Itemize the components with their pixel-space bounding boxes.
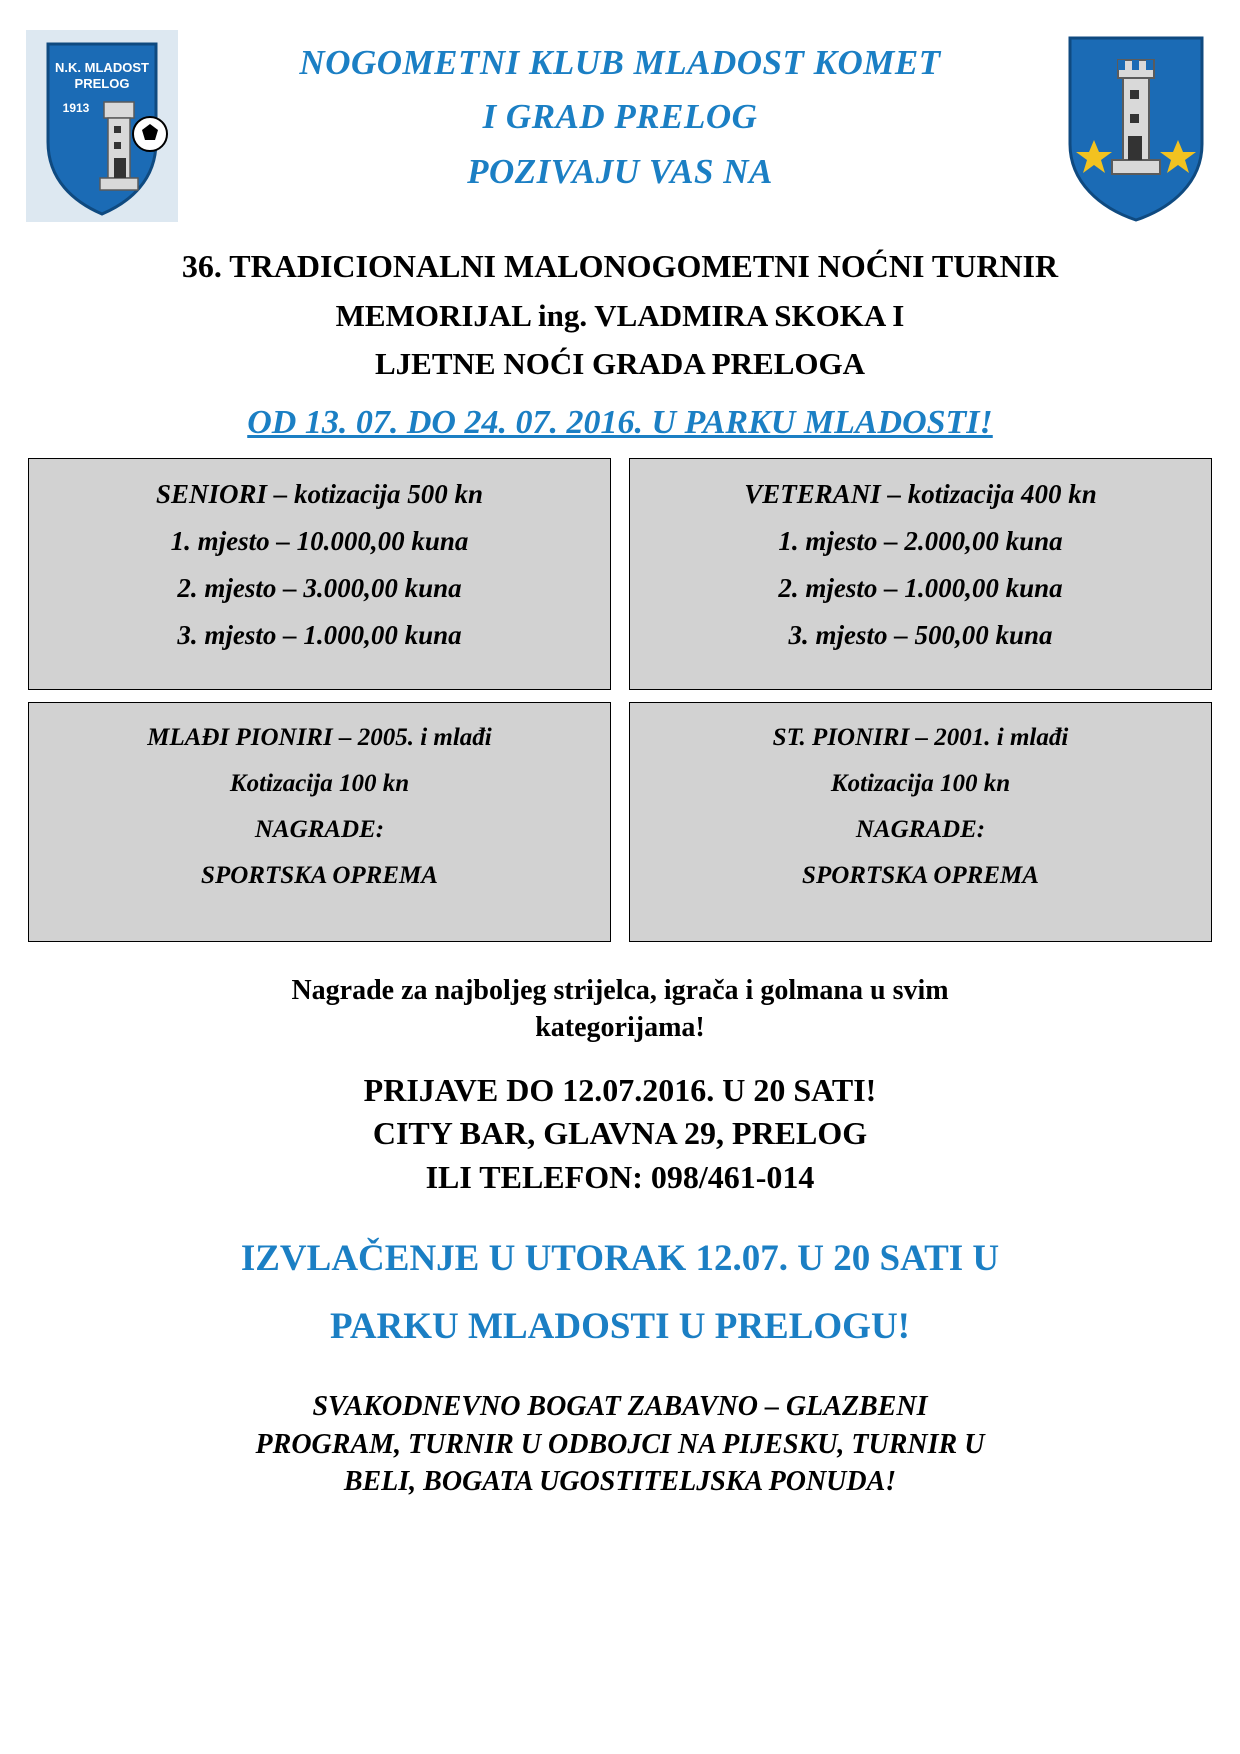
category-awards-value: SPORTSKA OPREMA (201, 862, 438, 890)
category-awards-label: NAGRADE: (855, 816, 986, 844)
poster-header (20, 0, 1220, 240)
club-crest-logo (26, 30, 178, 222)
title-line-1: NOGOMETNI KLUB MLADOST KOMET (299, 43, 941, 82)
heading-line-1: 36. TRADICIONALNI MALONOGOMETNI NOĆNI TURNIR (181, 248, 1059, 284)
category-fee: Kotizacija 100 kn (830, 769, 1011, 797)
category-prize-3: 3. mjesto – 1.000,00 kuna (177, 620, 462, 651)
draw-line-2: PARKU MLADOSTI U PRELOGU! (329, 1306, 911, 1348)
category-box-seniori (28, 458, 611, 690)
category-box-veterani (629, 458, 1212, 690)
category-box-mladji-pioniri (28, 702, 611, 942)
category-prize-1: 1. mjesto – 2.000,00 kuna (778, 525, 1063, 556)
program-note (20, 1388, 1220, 1501)
category-title: SENIORI – kotizacija 500 kn (155, 478, 484, 509)
special-awards-note (20, 972, 1220, 1048)
signup-deadline: PRIJAVE DO 12.07.2016. U 20 SATI! (363, 1072, 877, 1109)
program-line-2: PROGRAM, TURNIR U ODBOJCI NA PIJESKU, TURNIR U (255, 1428, 985, 1460)
date-location-line: OD 13. 07. DO 24. 07. 2016. U PARKU MLADOSTI! (247, 403, 993, 441)
draw-line-1: IZVLAČENJE U UTORAK 12.07. U 20 SATI U (240, 1237, 1000, 1279)
draw-announcement (20, 1225, 1220, 1362)
svg-text:N.K. MLADOST: N.K. MLADOST (55, 60, 149, 75)
page-title (190, 36, 1050, 199)
tournament-heading (20, 242, 1220, 388)
category-prize-1: 1. mjesto – 10.000,00 kuna (170, 525, 469, 556)
category-awards-label: NAGRADE: (254, 816, 385, 844)
town-crest-logo (1062, 32, 1210, 222)
signup-address: CITY BAR, GLAVNA 29, PRELOG (372, 1115, 868, 1152)
category-awards-value: SPORTSKA OPREMA (802, 862, 1039, 890)
svg-text:1913: 1913 (62, 101, 90, 115)
category-box-st-pioniri (629, 702, 1212, 942)
program-line-3: BELI, BOGATA UGOSTITELJSKA PONUDA! (343, 1466, 897, 1498)
program-line-1: SVAKODNEVNO BOGAT ZABAVNO – GLAZBENI (312, 1390, 928, 1422)
category-prize-2: 2. mjesto – 1.000,00 kuna (778, 573, 1063, 604)
awards-line-2: kategorijama! (535, 1012, 705, 1044)
category-title: VETERANI – kotizacija 400 kn (744, 478, 1097, 509)
signup-phone: ILI TELEFON: 098/461-014 (425, 1158, 815, 1195)
title-line-3: POZIVAJU VAS NA (467, 151, 773, 191)
category-fee: Kotizacija 100 kn (229, 769, 410, 797)
title-line-2: I GRAD PRELOG (482, 97, 758, 137)
heading-line-3: LJETNE NOĆI GRADA PRELOGA (374, 345, 866, 381)
category-boxes (28, 458, 1212, 942)
category-prize-2: 2. mjesto – 3.000,00 kuna (177, 573, 462, 604)
signup-info (20, 1069, 1220, 1199)
category-title: ST. PIONIRI – 2001. i mlađi (772, 723, 1069, 751)
category-prize-3: 3. mjesto – 500,00 kuna (788, 620, 1053, 651)
awards-line-1: Nagrade za najboljeg strijelca, igrača i golmana u svim (291, 974, 949, 1006)
svg-text:PRELOG: PRELOG (74, 76, 130, 91)
category-title: MLAĐI PIONIRI – 2005. i mlađi (147, 723, 492, 751)
heading-line-2: MEMORIJAL ing. VLADMIRA SKOKA I (335, 297, 905, 333)
